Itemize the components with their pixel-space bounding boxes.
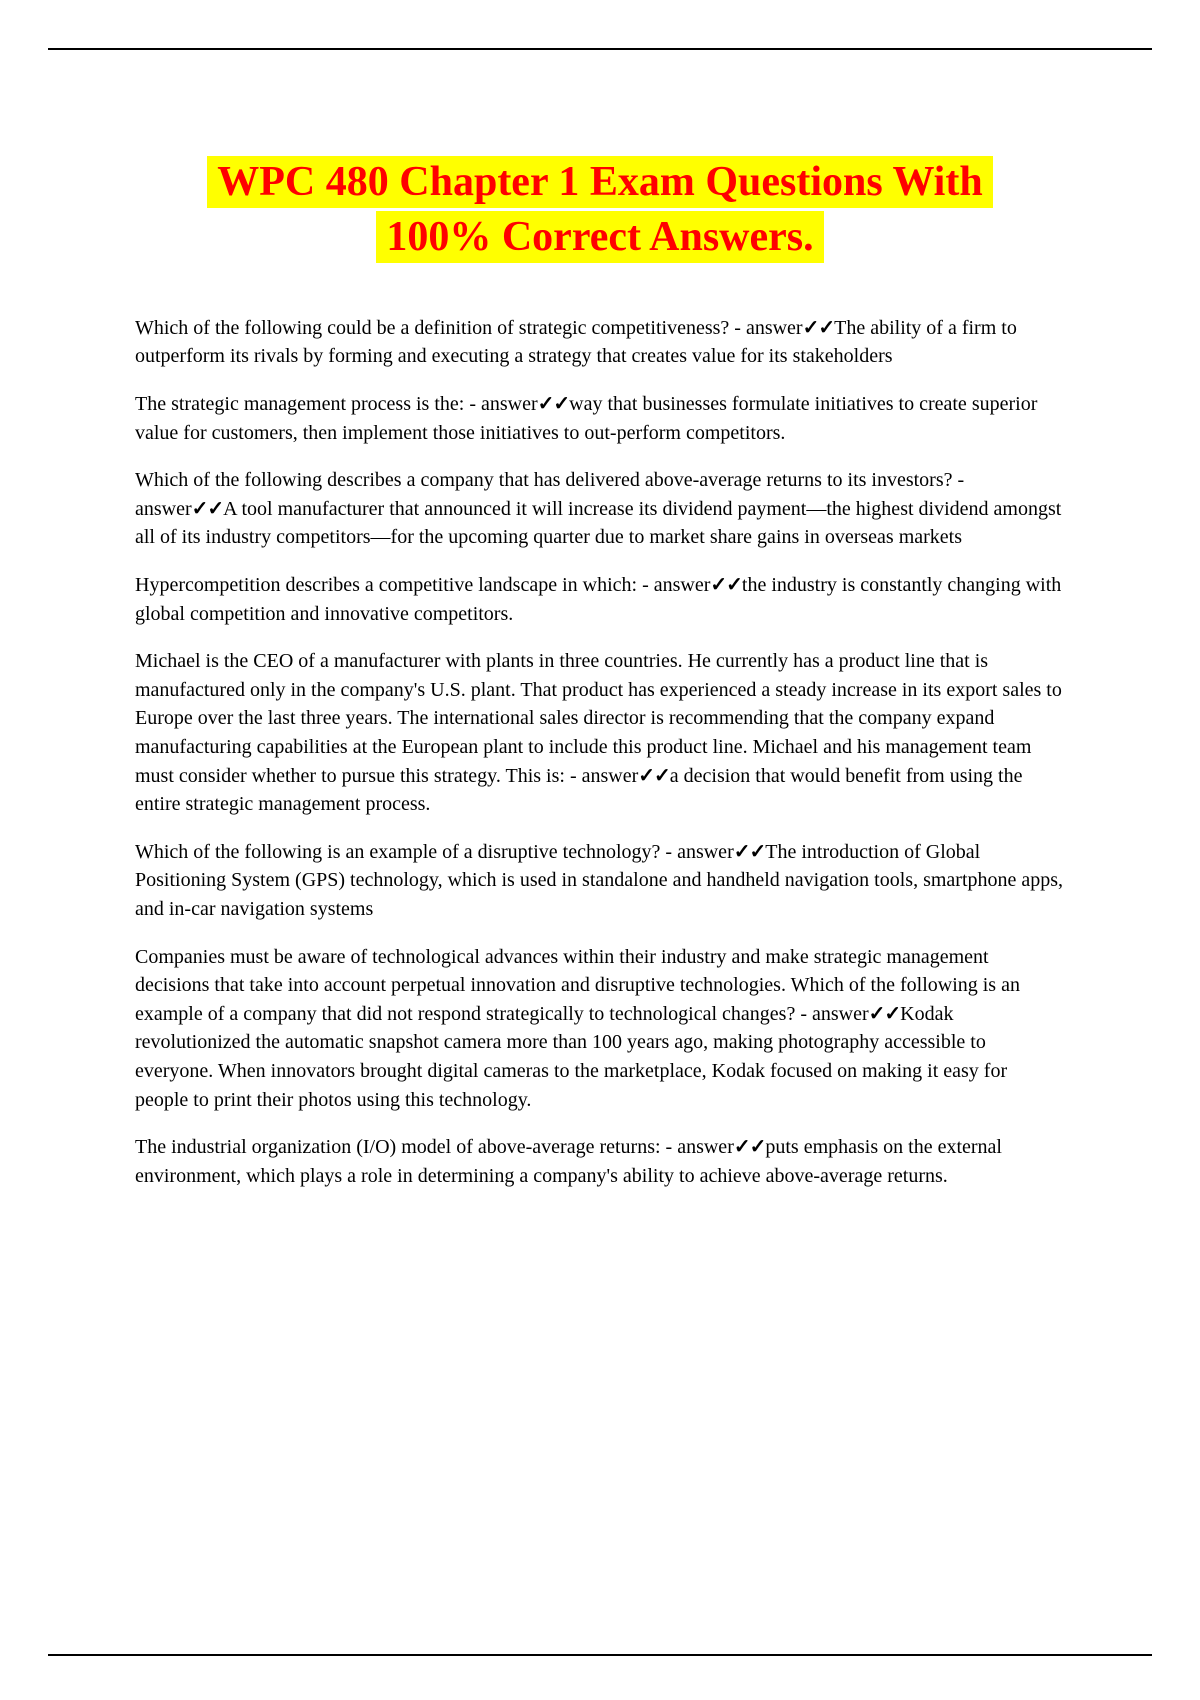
answer-marker: - answer <box>660 1136 734 1159</box>
page-title <box>0 155 1200 266</box>
answer-text: puts emphasis on the external environment, which plays a role in determining a company's ability to achieve above-average returns. <box>135 1136 1002 1187</box>
checkmark-icons: ✓✓ <box>733 840 766 863</box>
title-line-1: WPC 480 Chapter 1 Exam Questions With <box>207 156 992 208</box>
qa-list <box>135 314 1065 1190</box>
answer-marker: - answer <box>135 469 965 520</box>
qa-paragraph <box>135 314 1065 371</box>
answer-marker: - answer <box>795 1002 869 1025</box>
bottom-rule <box>48 1654 1152 1656</box>
title-line-1-wrapper <box>0 155 1200 210</box>
qa-paragraph <box>135 571 1065 628</box>
checkmark-icons: ✓✓ <box>638 764 670 787</box>
qa-paragraph <box>135 647 1065 819</box>
question-text: Companies must be aware of technological advances within their industry and make strategic management decisions that take into account perpetual innovation and disruptive technologies. Which of the following is an example of a company that did not respond strategically to technological changes? <box>135 945 1020 1025</box>
question-text: Which of the following is an example of a disruptive technology? <box>135 840 661 863</box>
checkmark-icons: ✓✓ <box>710 574 742 597</box>
checkmark-icons: ✓✓ <box>537 393 570 416</box>
checkmark-icons: ✓✓ <box>802 316 835 339</box>
checkmark-icons: ✓✓ <box>733 1136 766 1159</box>
checkmark-icons: ✓✓ <box>868 1002 901 1025</box>
qa-paragraph <box>135 390 1065 447</box>
qa-paragraph <box>135 1133 1065 1190</box>
question-text: Which of the following describes a company that has delivered above-average returns to its investors? <box>135 469 953 492</box>
question-text: The strategic management process is the: <box>135 393 465 416</box>
title-line-2: 100% Correct Answers. <box>376 211 823 263</box>
question-text: Michael is the CEO of a manufacturer with plants in three countries. He currently has a product line that is manufactured only in the company's U.S. plant. That product has experienced a steady increase in its export sales to Europe over the last three years. The international sales director is recommending that the company expand manufacturing capabilities at the European plant to include this product line. Michael and his management team must consider whether to pursue this strategy. This is: <box>135 650 1062 787</box>
checkmark-icons: ✓✓ <box>191 497 224 520</box>
top-rule <box>48 48 1152 50</box>
answer-marker: - answer <box>637 574 711 597</box>
answer-text: The introduction of Global Positioning System (GPS) technology, which is used in standalone and handheld navigation tools, smartphone apps, and in-car navigation systems <box>135 840 1064 920</box>
qa-paragraph <box>135 943 1065 1115</box>
question-text: The industrial organization (I/O) model of above-average returns: <box>135 1136 661 1159</box>
answer-text: the industry is constantly changing with global competition and innovative competitors. <box>135 574 1062 625</box>
answer-text: way that businesses formulate initiatives to create superior value for customers, then implement those initiatives to out-perform competitors. <box>135 393 1038 444</box>
answer-marker: - answer <box>564 764 639 787</box>
qa-paragraph <box>135 838 1065 924</box>
answer-marker: - answer <box>660 840 734 863</box>
answer-text: a decision that would benefit from using the entire strategic management process. <box>135 764 1023 816</box>
answer-text: The ability of a firm to outperform its rivals by forming and executing a strategy that creates value for its stakeholders <box>135 316 1017 368</box>
question-text: Which of the following could be a definition of strategic competitiveness? <box>135 316 730 339</box>
title-line-2-wrapper <box>0 210 1200 265</box>
qa-paragraph <box>135 466 1065 552</box>
answer-marker: - answer <box>729 316 803 339</box>
answer-text: Kodak revolutionized the automatic snapshot camera more than 100 years ago, making photography accessible to everyone. When innovators brought digital cameras to the marketplace, Kodak focused on making it easy for people to print their photos using this technology. <box>135 1002 1008 1111</box>
question-text: Hypercompetition describes a competitive landscape in which: <box>135 574 638 597</box>
answer-text: A tool manufacturer that announced it will increase its dividend payment—the highest dividend amongst all of its industry competitors—for the upcoming quarter due to market share gains in overseas markets <box>135 497 1062 549</box>
answer-marker: - answer <box>464 393 538 416</box>
